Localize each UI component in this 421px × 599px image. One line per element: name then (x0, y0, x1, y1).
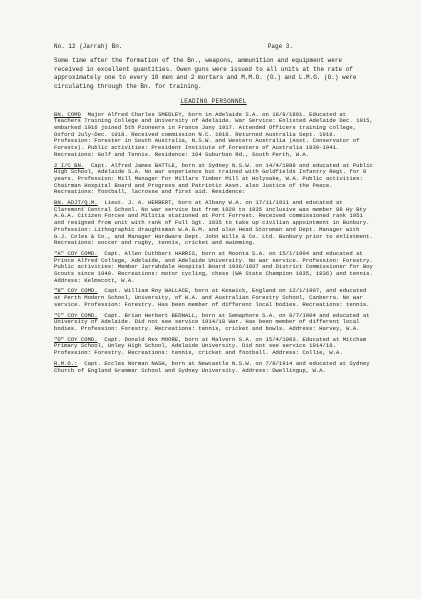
personnel-entry (54, 313, 373, 333)
page-header (54, 44, 373, 51)
personnel-details: Capt. Eccles Norman NASH, born at Newcastle N.S.W. on 7/8/1914 and educated at Sydney Church of England Grammar School and Sydney University. Address: Dwellingup, W.A. (54, 359, 370, 374)
personnel-entry (54, 163, 373, 197)
personnel-details: Capt. Allen Cuthbert HARRIS, born at Moonta S.A. on 15/1/1904 and educated at Prince Alfred College, Adelaide, and Adelaide University. No war service. Profession: Forestry. Public activities: Member Jarrahdale Hospital Board 1936/1937 and District Commissioner for Boy Scouts since 1940. Recreations: motor cycling, chess (WA State Champion 1935, 1936) and tennis. Address: Kelmscott, W.A. (54, 249, 373, 284)
personnel-details: Capt. Donald Rex MOORE, born at Malvern S.A. on 15/4/1903. Educated at Mitcham Primary School, Unley High School, Adelaide University. Did not see service 1914/18. Profession: Forestry. Recreations: tennis, cricket and football. Address: Collie, W.A. (54, 335, 367, 357)
section-title: LEADING PERSONNEL (180, 97, 247, 105)
personnel-role: "D" COY COMD. (54, 335, 98, 343)
personnel-role: 2 I/C BN. (54, 161, 85, 169)
personnel-entry (54, 337, 373, 357)
personnel-details: Capt. William Roy WALLACE, born at Keswick, England on 12/1/1907, and educated at Perth Modern School, University, of W.A. and Australian Forestry School, Canberra. No war service. Profession: Forestry. Has been member of different local bodies. Recreations: tennis. (54, 287, 370, 308)
intro-paragraph: Some time after the formation of the Bn., weapons, ammunition and equipment were received in excellent quantities. Owen guns were issued to all units at the rate of approximately one to every 10 men and 2 mortars and M.M.G. (G.) and L.M.G. (G.) were circulating through the Bn. for training. (54, 56, 357, 91)
personnel-role: "B" COY COMD. (54, 287, 98, 295)
personnel-role: "A" COY COMD. (54, 249, 98, 257)
personnel-details: Capt. Alfred James BATTLE, born at Sydney N.S.W. on 14/4/1898 and educated at Public High School, Adelaide S.A. No war experience but trained with Goldfields Infantry Regt. for 8 years. Profession: Mill Manager for Millars Timber Mill at Holyoake, W.A. Public activities: Chairman Hospital Board and Progress and Patriotic Assn. also Justice of the Peace. Recreations: football, lacrosse and first aid. Residence: (54, 161, 373, 196)
personnel-details: Lieut. J. A. HERBERT, born at Albany W.A. on 17/11/1911 and educated at Claremont Central School. No war service but from 1929 to 1935 inclusive was member 88 Hy Bty A.G.A. Citizen Forces and Militia stationed at Port Forrest. Received commissioned rank 1951 and resigned from unit with rank of Full Sgt. 1935 to take up civilian appointment in Bunbury. Profession: Lithographic draughtsman W.A.G.M. and also Head Storeman and Dept. Manager with G.J. Coles & Co., and Manager Hardware Dept. John Wills & Co. Ltd. Bunbury prior to enlistment. Recreations: soccer and rugby, tennis, cricket and swimming. (54, 199, 373, 247)
personnel-role: BN. ADJT/Q.M. (54, 199, 98, 207)
personnel-entry (54, 288, 373, 308)
personnel-role: BN. COMD (54, 110, 81, 118)
personnel-role: "C" COY COMD. (54, 311, 98, 319)
personnel-entry (54, 361, 373, 374)
personnel-list (54, 112, 373, 375)
personnel-entry (54, 251, 373, 285)
unit-title: No. 12 (Jarrah) Bn. (54, 43, 123, 50)
personnel-details: Capt. Brian Herbert BEDNALL, born at Semaphore S.A. on 8/7/1904 and educated at University of Adelaide. Did not see service 1914/18 War. Has been member of different local bodies. Profession: Forestry. Recreations: tennis, cricket and bowls. Address: Harvey, W.A. (54, 311, 370, 332)
personnel-entry (54, 112, 373, 159)
personnel-role: R.M.O.: (54, 359, 78, 367)
personnel-entry (54, 200, 373, 247)
page-number: Page 3. (267, 43, 293, 50)
personnel-details: Major Alfred Charles SMEDLEY, born in Adelaide S.A. on 18/8/1891. Educated at Teachers Training College and University of Adelaide. War Service: Enlisted Adelaide Dec. 1915, embarked 1916 joined 5th Pioneers in France Jany 1917. Attended Officers training college, Oxford July-Dec. 1918. Received commission N.C. 1918. Returned Australia Sept. 1919. Profession: Forester in South Australia, N.S.W. and Western Australia (Asst. Conservator of Forests). Public activities: President Institute of Foresters of Australia 1939-1941. Recreations: Golf and Tennis. Residence: 164 Suburban Rd., South Perth, W.A. (54, 110, 373, 158)
